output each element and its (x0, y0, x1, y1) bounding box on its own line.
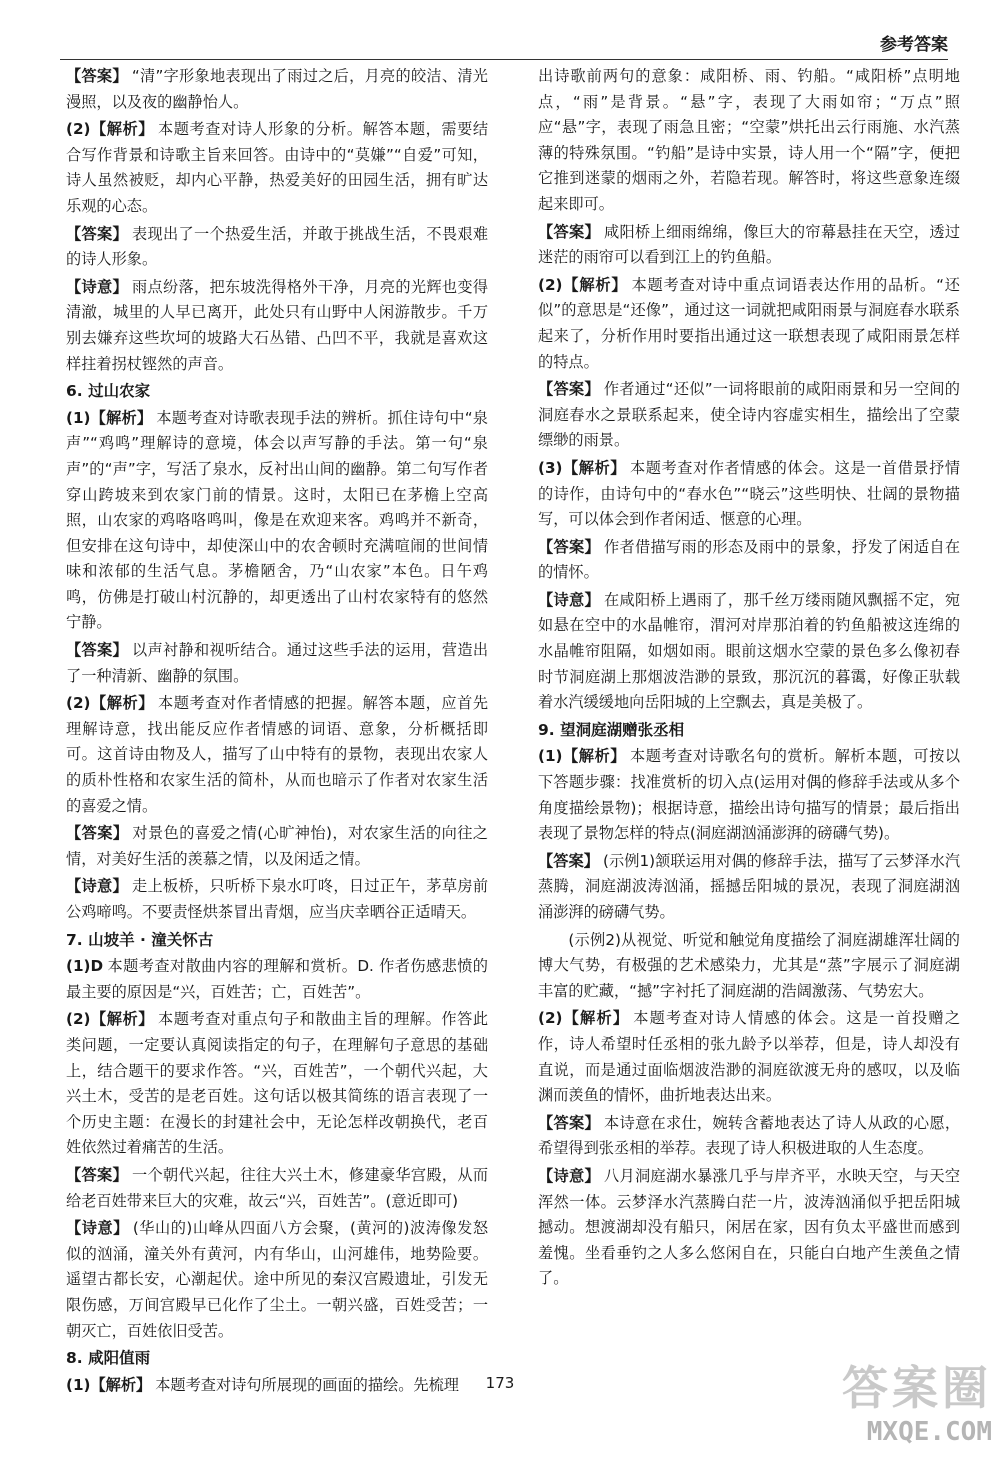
paragraph-text: 本题考查对重点句子和散曲主旨的理解。作答此类问题，一定要认真阅读指定的句子，在理解句子意思的基础上，结合题干的要求作答。“兴，百姓苦”，一个朝代兴起，大兴土木，受苦的是老百姓。这句话以极其简练的语言表现了一个历史主题：在漫长的封建社会中，无论怎样改朝换代，老百姓依然过着痛苦的生活。 (66, 1010, 489, 1157)
paragraph-text: 在咸阳桥上遇雨了，那千丝万缕雨随风飘摇不定，宛如悬在空中的水晶帷帘，渭河对岸那泊着的钓鱼船被这连绵的水晶帷帘阻隔，如烟如雨。眼前这烟水空蒙的景色多么像初春时节洞庭湖上那烟波浩渺的景致，那沉沉的暮霭，好像正驮载着水汽缓缓地向岳阳城的上空飘去，真是美极了。 (538, 590, 961, 712)
section-title-7: 7. 山坡羊 · 潼关怀古 (66, 930, 214, 949)
paragraph-text: 本题考查对诗中重点词语表达作用的品析。“还似”的意思是“还像”，通过这一词就把咸阳雨景与洞庭春水联系起来了，分析作用时要指出通过这一联想表现了咸阳雨景怎样的特点。 (538, 275, 960, 371)
analysis-tag: (2)【解析】 (66, 120, 154, 139)
paragraph (66, 64, 488, 115)
paragraph (66, 1216, 488, 1344)
poem-meaning-tag: 【诗意】 (66, 877, 128, 896)
paragraph (66, 638, 488, 689)
paragraph (538, 928, 960, 1005)
answer-tag: 【答案】 (66, 641, 128, 660)
poem-meaning-tag: 【诗意】 (66, 1219, 129, 1238)
paragraph-text: 本题考查对诗歌名句的赏析。解析本题，可按以下答题步骤：找准赏析的切入点(运用对偶的修辞手法或从多个角度描绘景物)；根据诗意，描绘出诗句描写的情景；最后指出表现了景物怎样的特点(洞庭湖汹涌澎湃的磅礴气势)。 (538, 747, 961, 843)
paragraph-text: 对景色的喜爱之情(心旷神怡)，对农家生活的向往之情，对美好生活的羡慕之情，以及闲适之情。 (66, 824, 488, 868)
paragraph (66, 954, 488, 1005)
paragraph (538, 849, 960, 926)
analysis-tag: (1)【解析】 (538, 747, 626, 766)
section-title-6: 6. 过山农家 (66, 382, 151, 401)
analysis-tag: (2)【解析】 (66, 694, 154, 713)
paragraph (538, 456, 960, 533)
paragraph-text: 本诗意在求仕，婉转含蓄地表达了诗人从政的心愿，希望得到张丞相的举荐。表现了诗人积极进取的人生态度。 (538, 1113, 961, 1158)
paragraph (66, 406, 488, 636)
paragraph-text: 作者通过“还似”一词将眼前的咸阳雨景和另一空间的洞庭春水之景联系起来，使全诗内容虚实相生，描绘出了空蒙缥缈的雨景。 (538, 380, 960, 450)
poem-meaning-tag: 【诗意】 (66, 277, 128, 296)
section-title-8: 8. 咸阳值雨 (66, 1349, 151, 1368)
left-column (66, 64, 488, 1400)
paragraph-text: 八月洞庭湖水暴涨几乎与岸齐平，水映天空，与天空浑然一体。云梦泽水汽蒸腾白茫一片，波涛汹涌似乎把岳阳城撼动。想渡湖却没有船只，闲居在家，因有负太平盛世而感到羞愧。坐看垂钓之人多么悠闲自在，只能白白地产生羡鱼之情了。 (538, 1166, 961, 1288)
paragraph-text: 本题考查对作者情感的体会。这是一首借景抒情的诗作，由诗句中的“春水色”“晓云”这些明快、壮阔的景物描写，可以体会到作者闲适、惬意的心理。 (538, 458, 961, 529)
paragraph-text: 本题考查对诗人形象的分析。解答本题，需要结合写作背景和诗歌主旨来回答。由诗中的“莫嫌”“自爱”可知，诗人虽然被贬，却内心平静，热爱美好的田园生活，拥有旷达乐观的心态。 (66, 120, 489, 215)
watermark-url: MXQE.COM (866, 1417, 992, 1447)
paragraph-text: (华山的)山峰从四面八方会聚，(黄河的)波涛像发怒似的汹涌，潼关外有黄河，内有华山，山河雄伟，地势险要。遥望古都长安，心潮起伏。途中所见的秦汉宫殿遗址，引发无限伤感，万间宫殿早已化作了尘土。一朝兴盛，百姓受苦；一朝灭亡，百姓依旧受苦。 (66, 1219, 489, 1340)
paragraph-text: 本题考查对诗人情感的体会。这是一首投赠之作，诗人希望时任丞相的张九龄予以举荐，但是，诗人却没有直说，而是通过面临烟波浩渺的洞庭欲渡无舟的感叹，以及临渊而羡鱼的情怀，曲折地表达出来。 (538, 1009, 961, 1105)
analysis-tag: (3)【解析】 (538, 458, 626, 477)
answer-tag: 【答案】 (66, 224, 128, 243)
choice-answer-tag: (1)D (66, 957, 104, 976)
paragraph (538, 1164, 960, 1292)
paragraph (66, 1163, 488, 1214)
header-title: 参考答案 (880, 35, 948, 55)
answer-tag: 【答案】 (538, 851, 599, 870)
paragraph (538, 535, 960, 586)
paragraph (538, 1006, 960, 1108)
paragraph (66, 275, 488, 377)
paragraph-text: 以声衬静和视听结合。通过这些手法的运用，营造出了一种清新、幽静的氛围。 (66, 641, 489, 685)
paragraph (538, 744, 960, 846)
page-header (60, 30, 948, 60)
poem-meaning-tag: 【诗意】 (538, 1166, 600, 1185)
answer-tag: 【答案】 (538, 380, 600, 399)
answer-tag: 【答案】 (66, 67, 128, 85)
analysis-tag: (1)【解析】 (66, 408, 153, 427)
answer-tag: 【答案】 (66, 824, 129, 843)
paragraph-text: 作者借描写雨的形态及雨中的景象，抒发了闲适自在的情怀。 (538, 537, 961, 582)
paragraph (538, 220, 960, 271)
answer-tag: 【答案】 (538, 1113, 600, 1132)
paragraph-text: 本题考查对诗句所展现的画面的描绘。先梳理 (155, 1375, 459, 1394)
paragraph-text: 咸阳桥上细雨绵绵，像巨大的帘幕悬挂在天空，透过迷茫的雨帘可以看到江上的钓鱼船。 (538, 222, 961, 267)
analysis-tag: (2)【解析】 (538, 1009, 630, 1028)
paragraph-text: 雨点纷落，把东坡洗得格外干净，月亮的光辉也变得清澈，城里的人早已离开，此处只有山野中人闲游散步。千万别去嫌弃这些坎坷的坡路大石丛错、凸凹不平，我就是喜欢这样拄着拐杖铿然的声音。 (66, 277, 489, 373)
right-column (538, 64, 960, 1294)
analysis-tag: (2)【解析】 (538, 275, 628, 294)
paragraph (66, 874, 488, 925)
section-title-9: 9. 望洞庭湖赠张丞相 (538, 720, 685, 739)
paragraph-text: 表现出了一个热爱生活，并敢于挑战生活，不畏艰难的诗人形象。 (66, 224, 489, 269)
paragraph (538, 273, 960, 375)
poem-meaning-tag: 【诗意】 (538, 590, 600, 609)
paragraph (66, 691, 488, 819)
paragraph-text: 本题考查对作者情感的把握。解答本题，应首先理解诗意，找出能反应作者情感的词语、意象，分析概括即可。这首诗由物及人，描写了山中特有的景物，表现出农家人的质朴性格和农家生活的简朴，从而也暗示了作者对农家生活的喜爱之情。 (66, 694, 489, 815)
answer-tag: 【答案】 (538, 537, 600, 556)
paragraph-text: 本题考查对诗歌表现手法的辨析。抓住诗句中“泉声”“鸡鸣”理解诗的意境，体会以声写静的手法。第一句“泉声”的“声”字，写活了泉水，反衬出山间的幽静。第二句写作者穿山跨坡来到农家门前的情景。这时，太阳已在茅檐上空高照，山农家的鸡咯咯鸣叫，像是在欢迎来客。鸡鸣并不新奇，但安排在这句诗中，却使深山中的农舍顿时充满喧闹的世间情味和浓郁的生活气息。茅檐陋舍，乃“山农家”本色。日午鸡鸣，仿佛是打破山村沉静的，却更透出了山村农家特有的悠然宁静。 (66, 408, 488, 632)
watermark-logo: 答案圈 (842, 1361, 992, 1415)
paragraph-text: 走上板桥，只听桥下泉水叮咚，日过正午，茅草房前公鸡啼鸣。不要责怪烘茶冒出青烟，应当庆幸晒谷正适晴天。 (66, 877, 489, 921)
watermark (782, 1352, 992, 1447)
answer-tag: 【答案】 (66, 1165, 128, 1184)
paragraph-text: 出诗歌前两句的意象：咸阳桥、雨、钓船。“咸阳桥”点明地点，“雨”是背景。“悬”字，表现了大雨如帘；“万点”照应“悬”字，表现了雨急且密；“空蒙”烘托出云行雨施、水汽蒸薄的特殊氛围。“钓船”是诗中实景，诗人用一个“隔”字，便把它推到迷蒙的烟雨之外，若隐若现。解答时，将这些意象连缀起来即可。 (538, 67, 960, 213)
paragraph-text: (示例1)颔联运用对偶的修辞手法，描写了云梦泽水汽蒸腾，洞庭湖波涛汹涌，摇撼岳阳城的景况，表现了洞庭湖汹涌澎湃的磅礴气势。 (538, 851, 961, 921)
paragraph (538, 588, 960, 716)
paragraph (538, 1111, 960, 1162)
paragraph (66, 117, 488, 219)
analysis-tag: (1)【解析】 (66, 1375, 152, 1394)
analysis-tag: (2)【解析】 (66, 1010, 154, 1029)
page-number: 173 (485, 1374, 515, 1392)
paragraph-text: (示例2)从视觉、听觉和触觉角度描绘了洞庭湖雄浑壮阔的博大气势，有极强的艺术感染力，尤其是“蒸”字展示了洞庭湖丰富的贮藏，“撼”字衬托了洞庭湖的浩阔激荡、气势宏大。 (538, 930, 960, 1000)
paragraph (538, 64, 960, 218)
answer-tag: 【答案】 (538, 222, 600, 241)
paragraph-text: “清”字形象地表现出了雨过之后，月亮的皎洁、清光漫照，以及夜的幽静怡人。 (66, 67, 488, 111)
paragraph (538, 377, 960, 454)
paragraph (66, 222, 488, 273)
paragraph (66, 1007, 488, 1161)
paragraph-text: 一个朝代兴起，往往大兴土木，修建豪华宫殿，从而给老百姓带来巨大的灾难，故云“兴，百姓苦”。(意近即可) (66, 1165, 489, 1210)
paragraph (66, 821, 488, 872)
paragraph-text: 本题考查对散曲内容的理解和赏析。D. 作者伤感悲愤的最主要的原因是“兴，百姓苦；亡，百姓苦”。 (66, 957, 488, 1001)
